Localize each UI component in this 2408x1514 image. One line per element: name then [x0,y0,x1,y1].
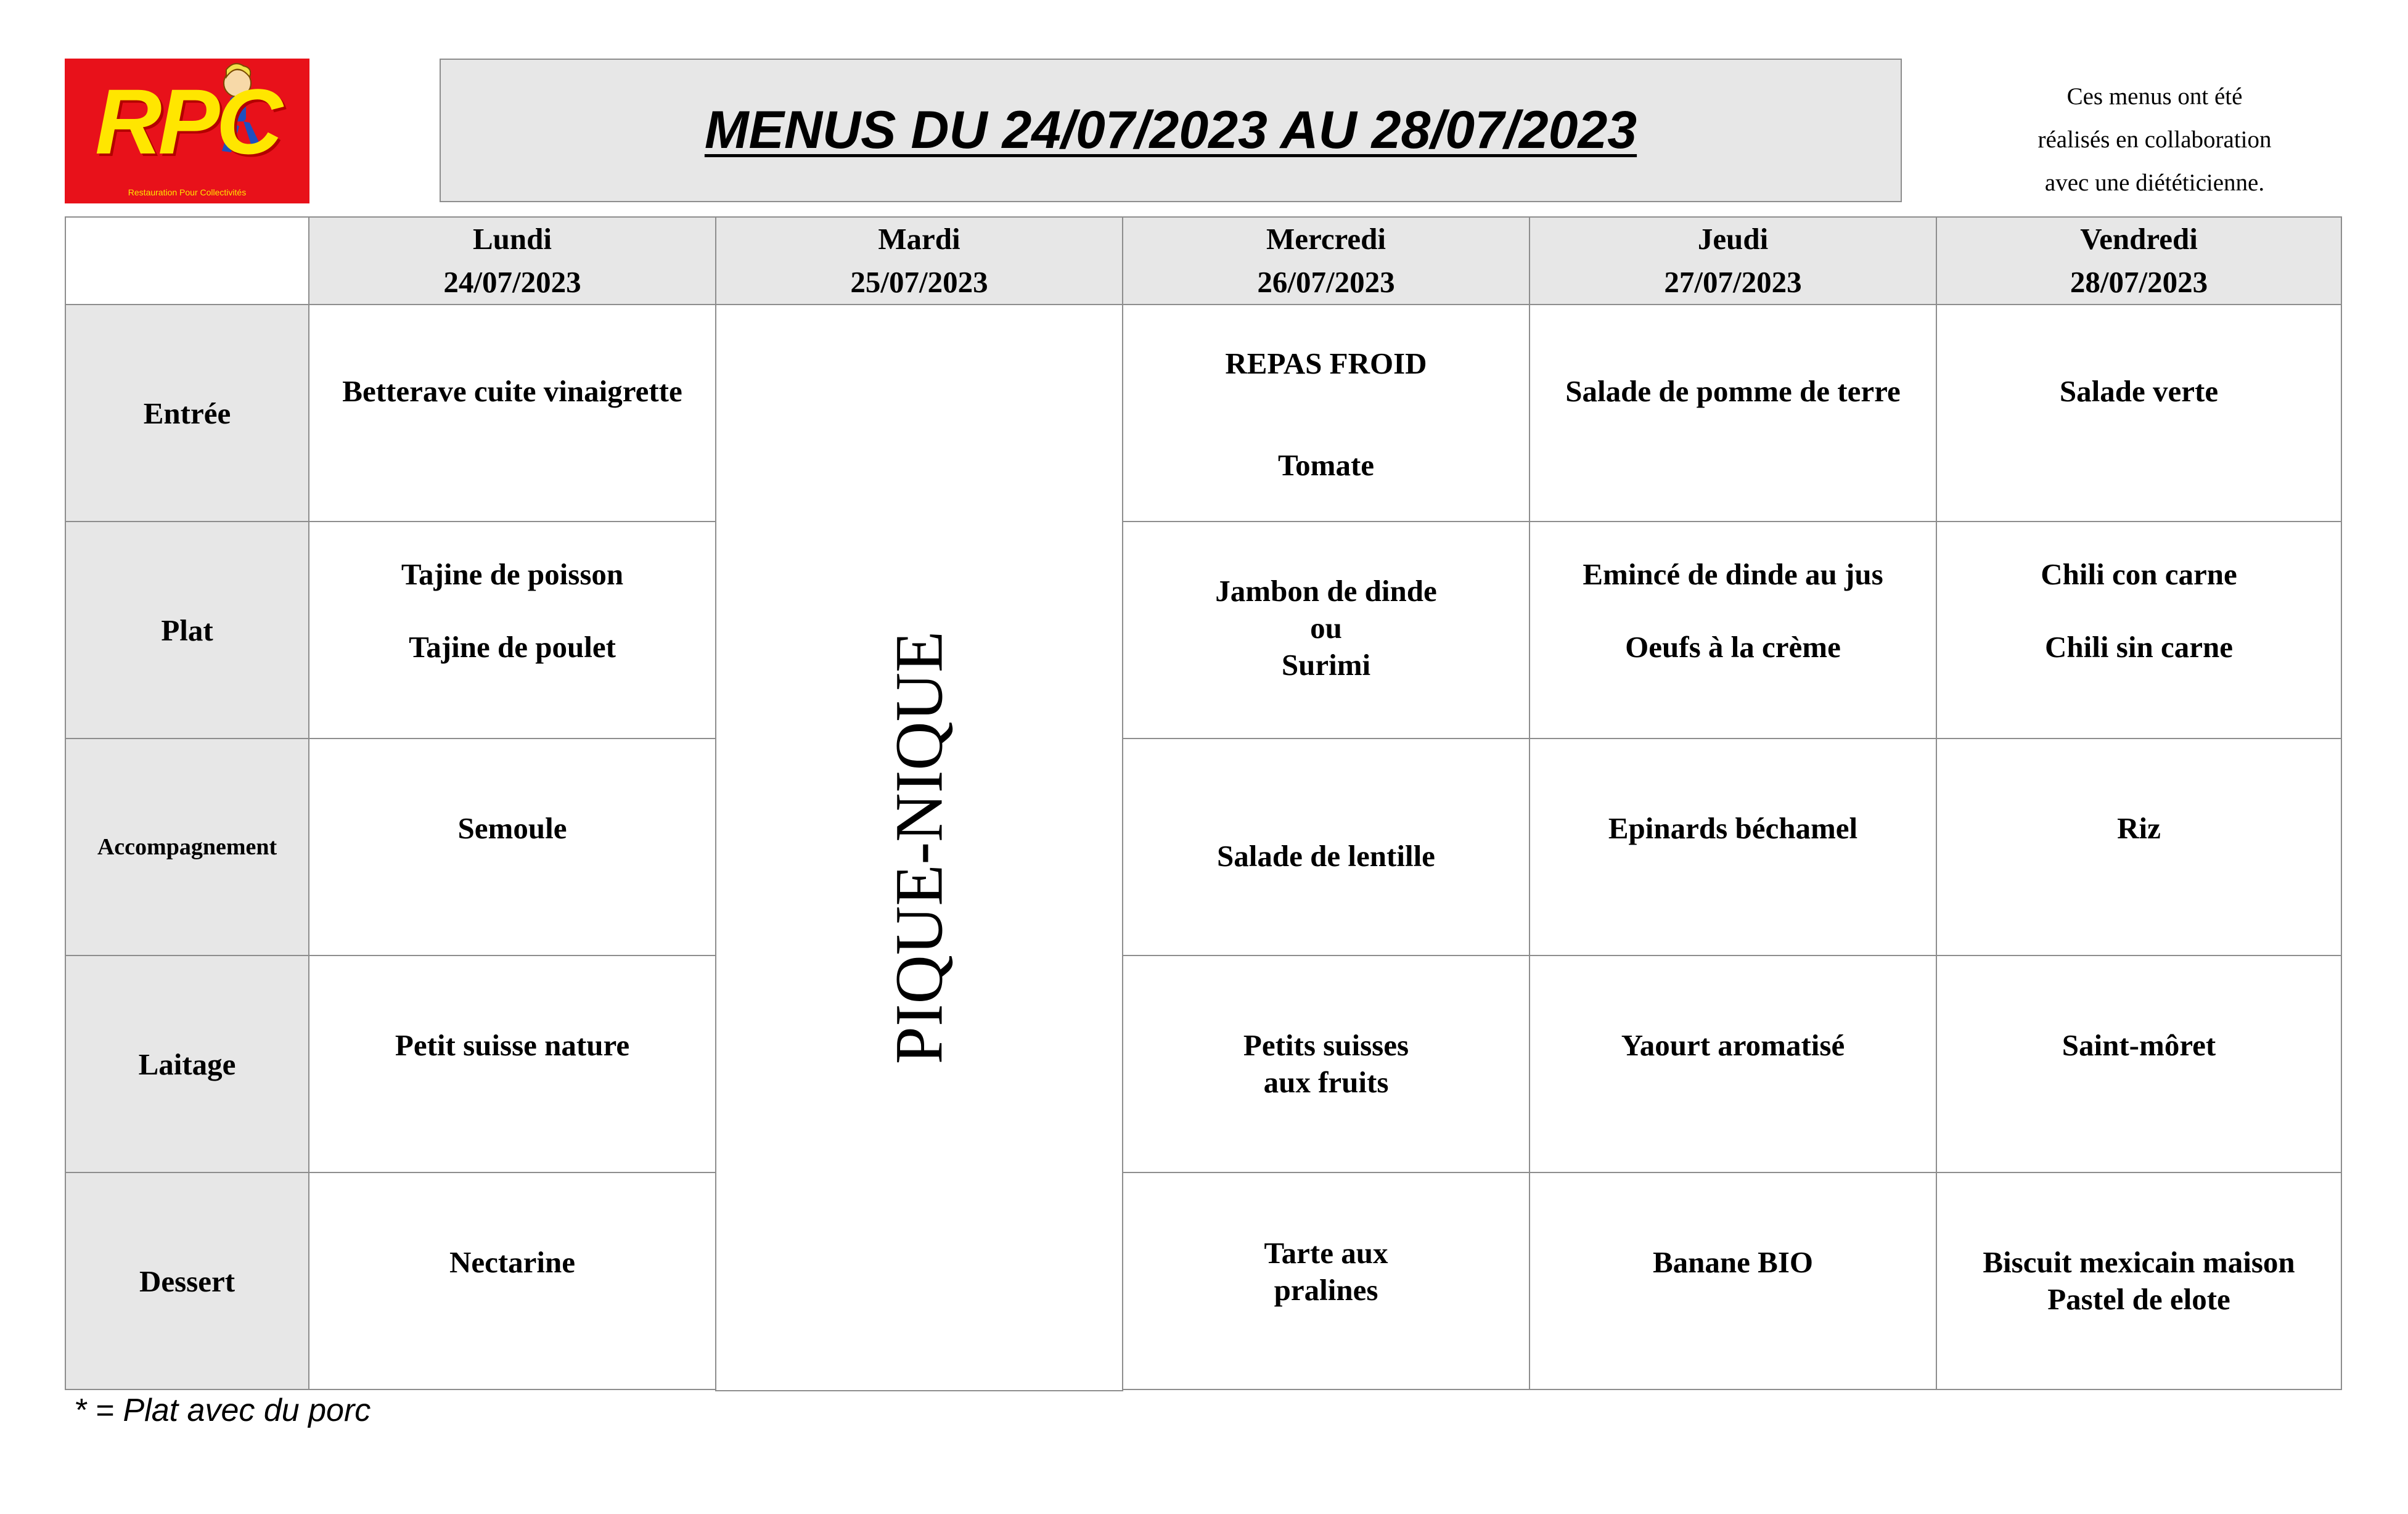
row-label-entree [65,304,309,522]
dish: Salade de pomme de terre [1565,374,1901,408]
dish: REPAS FROID [1225,346,1427,380]
menu-cell [1529,738,1937,956]
dish: Biscuit mexicain maison [1983,1245,2295,1279]
dish: ou [1310,611,1342,645]
dish: Pastel de elote [2047,1282,2230,1316]
title-box [440,59,1902,202]
day-header-mercredi [1122,216,1530,305]
day-date: 26/07/2023 [1257,265,1395,299]
day-date: 24/07/2023 [443,265,581,299]
dish: Salade de lentille [1217,839,1435,873]
dish: Betterave cuite vinaigrette [342,374,682,408]
menu-cell [1936,955,2342,1173]
day-header-vendredi [1936,216,2342,305]
pique-nique-cell [715,304,1123,1391]
menu-cell [1936,521,2342,739]
row-label-text: Plat [161,613,213,647]
day-name: Mardi [878,222,960,256]
dish: Oeufs à la crème [1625,630,1841,664]
row-label-laitage [65,955,309,1173]
menu-cell [308,521,716,739]
menu-cell [1122,521,1530,739]
corner-cell [65,216,309,305]
dish: Petits suisses [1243,1028,1409,1062]
dish: Banane BIO [1652,1245,1814,1279]
dish: Tarte aux [1264,1236,1388,1270]
dish: Tajine de poisson [401,557,624,591]
menu-cell [1936,738,2342,956]
menu-cell [1122,738,1530,956]
dish: Tomate [1277,448,1375,482]
menu-cell [308,1172,716,1390]
dish: Petit suisse nature [395,1028,630,1062]
pique-nique-label: PIQUE-NIQUE [881,631,957,1065]
dish: Emincé de dinde au jus [1583,557,1883,591]
row-label-dessert [65,1172,309,1390]
dish: Chili con carne [2041,557,2237,591]
day-header-mardi [715,216,1123,305]
day-date: 27/07/2023 [1664,265,1802,299]
row-label-text: Dessert [139,1264,235,1298]
menu-cell [308,304,716,522]
page-title: MENUS DU 24/07/2023 AU 28/07/2023 [704,100,1637,160]
menu-cell [1122,1172,1530,1390]
menu-table [65,216,2342,1390]
menu-cell [1122,304,1530,522]
dish: Surimi [1281,648,1371,682]
note-line: réalisés en collaboration [2037,126,2272,153]
dish: Yaourt aromatisé [1621,1028,1845,1062]
day-name: Lundi [472,222,552,256]
menu-cell [1122,955,1530,1173]
row-label-accompagnement [65,738,309,956]
menu-cell [1529,955,1937,1173]
logo-caption: Restauration Pour Collectivités [128,187,247,197]
row-label-text: Laitage [138,1047,236,1081]
day-date: 28/07/2023 [2070,265,2208,299]
menu-cell [308,738,716,956]
row-label-text: Accompagnement [97,834,277,860]
menu-cell [1529,521,1937,739]
dish: Tajine de poulet [409,630,616,664]
row-label-plat [65,521,309,739]
rpc-logo [65,59,309,203]
menu-cell [1936,1172,2342,1390]
dietitian-note [1948,75,2361,205]
day-name: Mercredi [1266,222,1386,256]
row-label-text: Entrée [143,396,231,430]
menu-cell [1529,304,1937,522]
dish: Chili sin carne [2045,630,2233,664]
dish: Epinards béchamel [1608,811,1858,845]
day-header-jeudi [1529,216,1937,305]
dish: Saint-môret [2062,1028,2216,1062]
dish: Salade verte [2059,374,2219,408]
menu-cell [1936,304,2342,522]
dish: Jambon de dinde [1215,574,1437,608]
dish: Semoule [457,811,567,845]
day-date: 25/07/2023 [850,265,988,299]
logo-letters: RPC [95,70,279,173]
pork-footnote: * = Plat avec du porc [74,1393,371,1428]
dish: Nectarine [449,1245,576,1279]
menu-cell [1529,1172,1937,1390]
day-header-lundi [308,216,716,305]
dish: Riz [2117,811,2161,845]
dish: pralines [1274,1273,1378,1307]
day-name: Jeudi [1697,222,1769,256]
note-line: avec une diététicienne. [2044,170,2265,196]
day-name: Vendredi [2080,222,2198,256]
dish: aux fruits [1263,1065,1389,1099]
menu-cell [308,955,716,1173]
note-line: Ces menus ont été [2066,83,2243,110]
